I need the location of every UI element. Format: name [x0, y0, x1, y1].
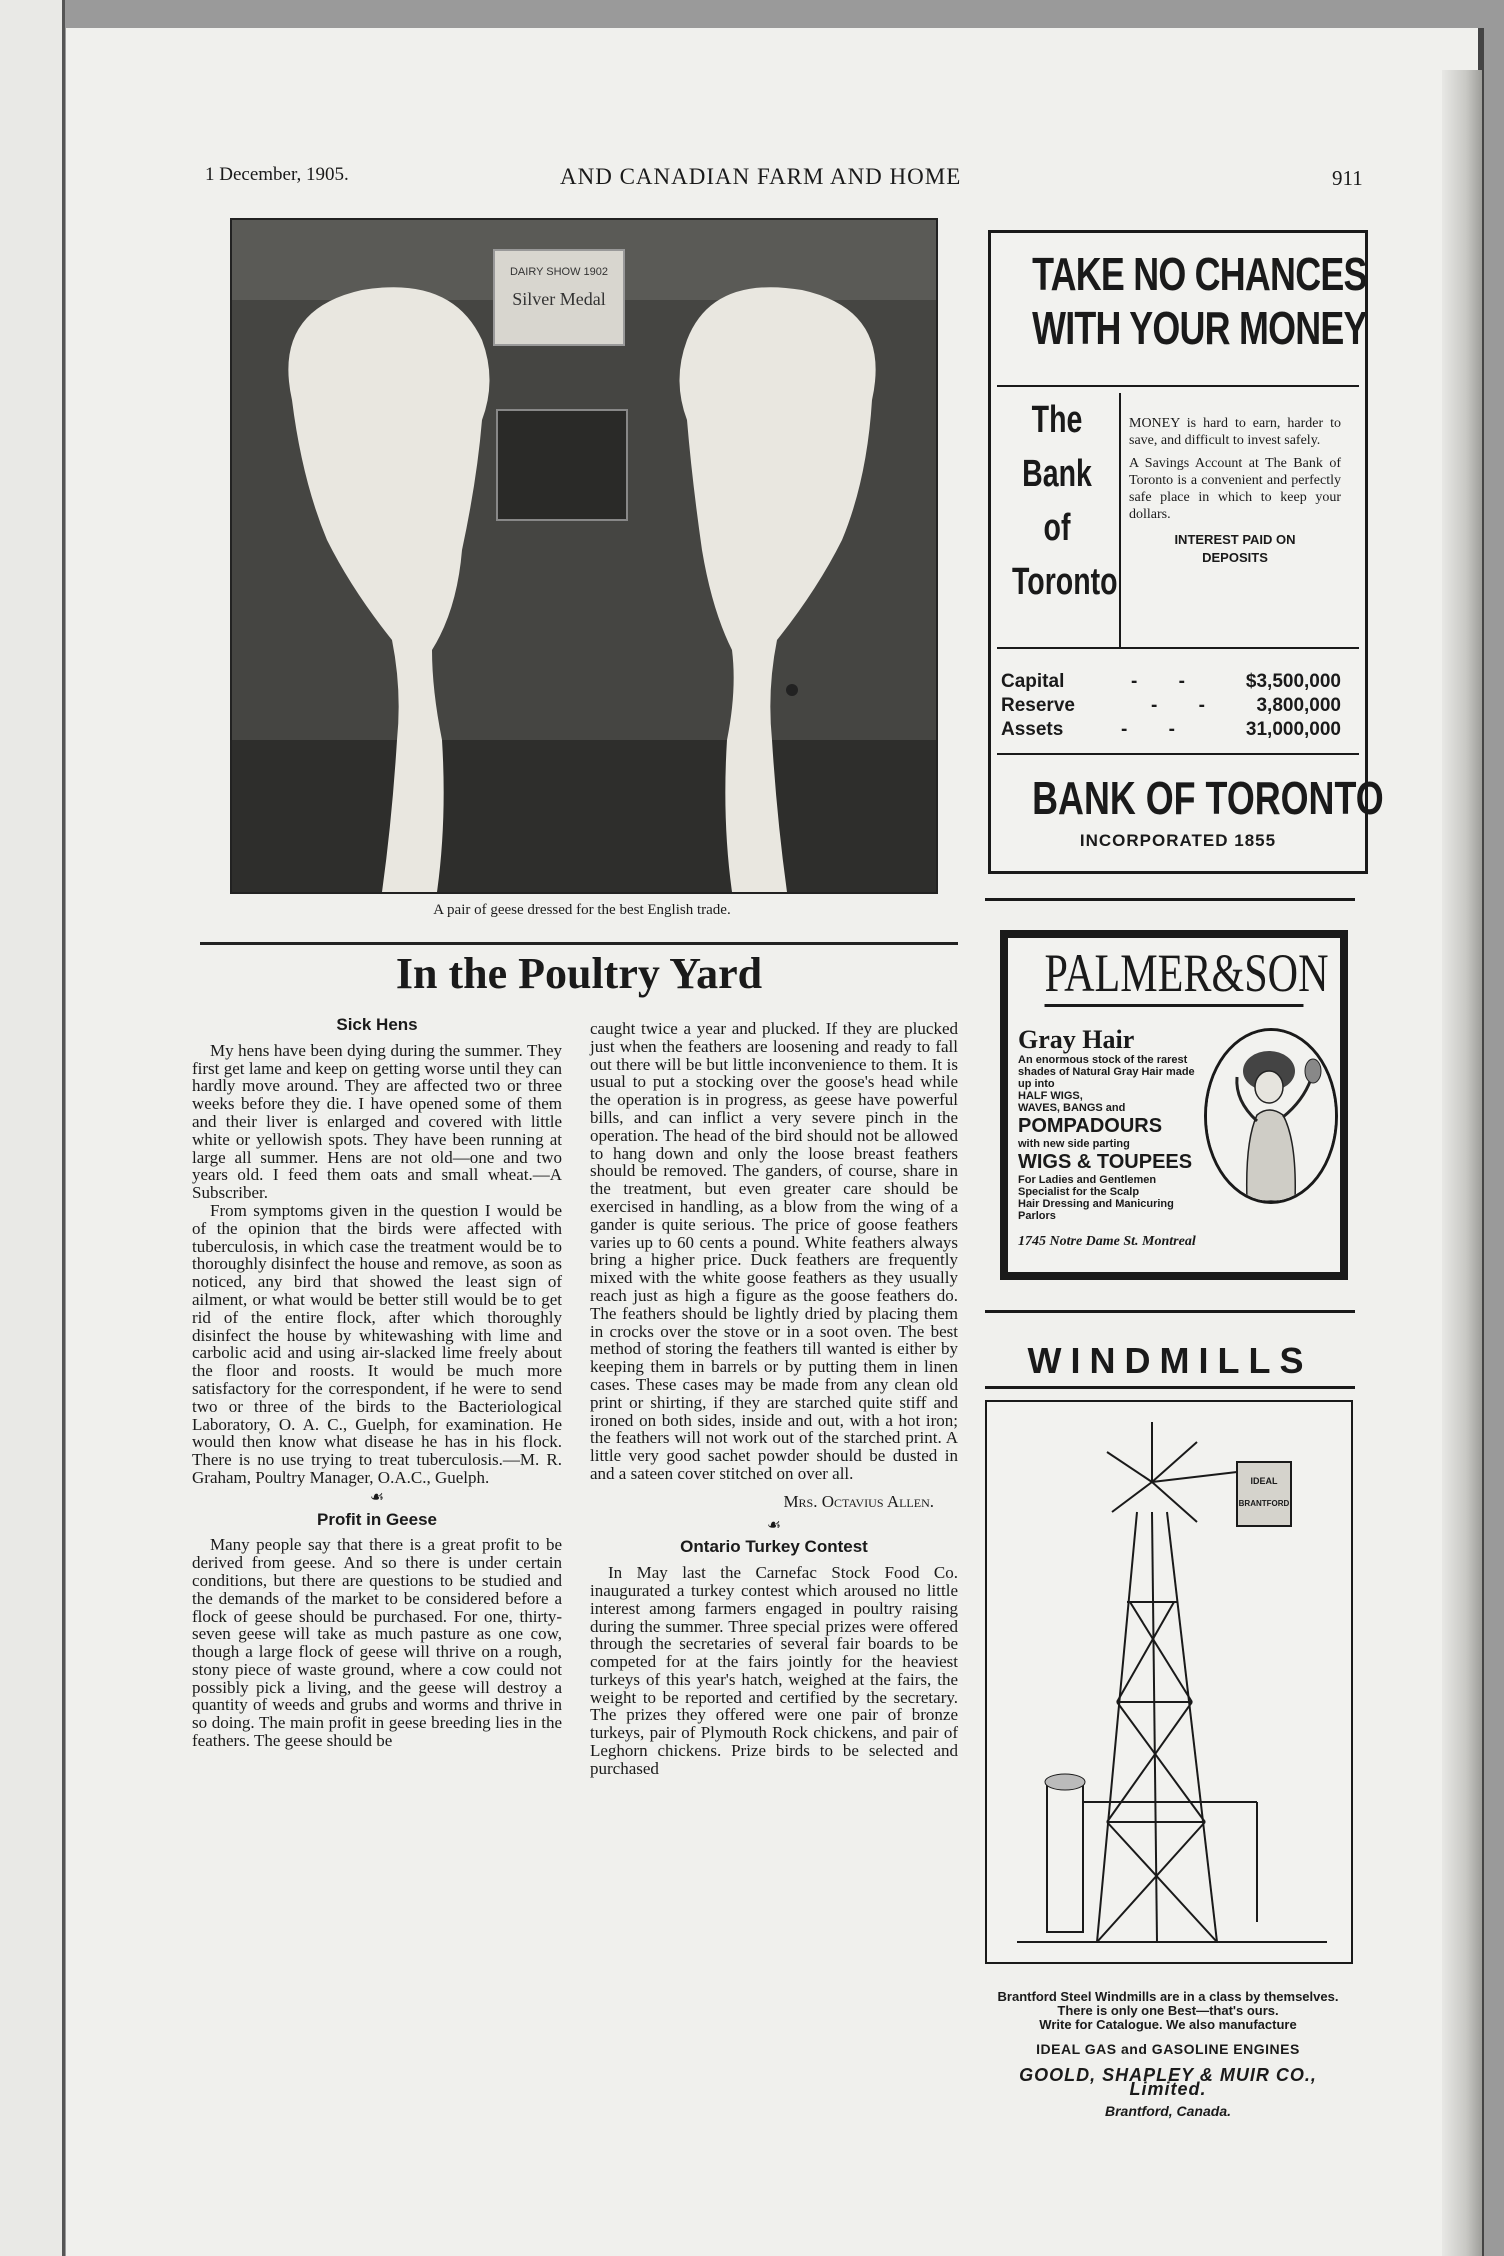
windmills-company: GOOLD, SHAPLEY & MUIR CO., Limited. — [1019, 2065, 1317, 2099]
windmill-icon — [987, 1402, 1351, 1962]
article-column-2 — [590, 1020, 958, 1778]
section-rule — [200, 942, 958, 945]
profit-in-geese-paragraph-1: Many people say that there is a great profit to be derived from geese. And so there is under certain conditions, but there are questions to be studied and the demands of the market to be considered before a flock of geese should be purchased. For one, thirty-seven geese will take as much pasture as one cow, though a large flock of geese will thrive on a rough, stony piece of waste ground, where a cow could not possibly pick a living, and the geese will destroy a quantity of weeds and grubs and worms and thrive in so doing. The main profit in geese breeding lies in the feathers. The geese should be — [192, 1535, 562, 1751]
bank-incorporated: INCORPORATED 1855 — [1079, 831, 1277, 850]
bank-headline-1: TAKE NO CHANCES — [1032, 248, 1367, 300]
palmer-pompadours: POMPADOURS — [1018, 1115, 1163, 1137]
page-number: 911 — [1332, 166, 1363, 190]
bank-of-toronto-ad — [988, 230, 1384, 874]
figure-value: 3,800,000 — [1256, 695, 1341, 716]
issue-date: 1 December, 1905. — [205, 164, 349, 185]
bank-figure-assets — [1001, 719, 1341, 743]
running-header — [0, 160, 1504, 200]
windmills-engines: IDEAL GAS and GASOLINE ENGINES — [1036, 2041, 1300, 2057]
vane-label-2: BRANTFORD — [1238, 1499, 1290, 1508]
article-title: In the Poultry Yard — [395, 949, 763, 998]
article-column-1 — [192, 1012, 562, 1750]
palmer-stock: An enormous stock of the rarest shades of Natural Gray Hair made up into — [1018, 1054, 1195, 1090]
bank-figure-reserve — [1001, 695, 1341, 719]
bank-interest-2: DEPOSITS — [1202, 550, 1268, 565]
woman-portrait-image — [1207, 1031, 1335, 1201]
publication-title: AND CANADIAN FARM AND HOME — [560, 164, 962, 189]
windmills-rule — [985, 1386, 1355, 1389]
show-label-line-1: DAIRY SHOW 1902 — [509, 266, 609, 278]
bank-copy-2: A Savings Account at The Bank of Toronto is a convenient and perfectly safe place in which to keep your dollars. — [1129, 456, 1341, 522]
bank-vertical-divider — [1119, 393, 1121, 647]
palmer-ladies: For Ladies and Gentlemen — [1018, 1174, 1157, 1186]
bank-headline-2: WITH YOUR MONEY — [1032, 302, 1367, 354]
ornament-icon: ☙ — [766, 1516, 782, 1534]
bank-divider — [997, 385, 1359, 387]
woman-portrait-icon — [1204, 1028, 1338, 1204]
windmills-copy — [980, 1990, 1356, 2118]
figure-label: Capital — [1001, 671, 1065, 692]
palmer-copy — [1018, 1026, 1208, 1222]
bank-left-2: Bank — [1022, 453, 1092, 495]
turkey-contest-paragraph: In May last the Carnefac Stock Food Co. inaugurated a turkey contest which aroused no little interest among farmers engaged in poultry raising during the summer. Three special prizes were offered through the secretaries of several fair boards to be competed for at the fairs jointly for the heaviest turkeys of this year's hatch, weighed at the fairs, the weight to be reported and certified by the secretary. The prizes they offered were one pair of bronze turkeys, pair of Plymouth Rock chickens, and pair of Leghorn chickens. Prize birds to be selected and purchased — [590, 1563, 958, 1778]
figure-value: 31,000,000 — [1245, 719, 1341, 740]
sick-hens-reply: From symptoms given in the question I would be of the opinion that the birds were affected with tuberculosis, in which case the treatment would be to thoroughly disinfect the house and remove, as soon as noticed, any bird that showed the least sign of ailment, or what would be better still would be to get rid of the entire flock, after which thoroughly disinfect the house by whitewashing with lime and carbolic acid and using air-slacked lime freely about the floor and roosts. It would be much more satisfactory for the correspondent, if he were to send two or three of the birds to the Bacteriological Laboratory, O. A. C., Guelph, for examination. He would then know what disease he has in his flock. There is no use trying to treat tuberculosis.—M. R. Graham, Poultry Manager, O.A.C., Guelph. — [192, 1200, 562, 1487]
bank-copy-1: MONEY is hard to earn, harder to save, and difficult to invest safely. — [1129, 416, 1341, 448]
sick-hens-letter: My hens have been dying during the summer. They first get lame and keep on getting worse until they can hardly move around. They are affected two or three weeks before they die. I have opened some of them and their liver is enlarged and covered with little white or yellowish spots. They have been running at large all summer. Hens are not old—one and two years old. I feed them oats and small wheat.—A Subscriber. — [192, 1040, 562, 1203]
bank-figure-capital — [1001, 671, 1341, 695]
article-signature: Mrs. Octavius Allen. — [783, 1491, 934, 1511]
geese-photo — [230, 218, 938, 894]
figure-label: Reserve — [1001, 695, 1075, 716]
page-stack-edge — [1442, 70, 1482, 2256]
windmills-copy-1: Brantford Steel Windmills are in a class by themselves. There is only one Best—that's ours. — [997, 1989, 1339, 2018]
bank-divider — [997, 647, 1359, 649]
palmer-title: PALMER&SON — [1045, 942, 1304, 1007]
windmills-city: Brantford, Canada. — [1104, 2103, 1231, 2119]
bank-left-4: Toronto — [1012, 561, 1118, 603]
figure-label: Assets — [1001, 719, 1064, 740]
figure-dashes: - - — [1151, 695, 1223, 716]
profit-in-geese-heading: Profit in Geese — [317, 1509, 437, 1529]
windmills-title: WINDMILLS — [1027, 1340, 1313, 1381]
figure-dashes: - - — [1131, 671, 1203, 692]
ad-divider — [985, 898, 1355, 901]
sick-hens-heading: Sick Hens — [336, 1015, 418, 1034]
windmills-copy-2: Write for Catalogue. We also manufacture — [1039, 2017, 1297, 2032]
bank-interest-1: INTEREST PAID ON — [1174, 532, 1296, 547]
bank-copy — [1129, 415, 1341, 567]
figure-value: $3,500,000 — [1245, 671, 1341, 692]
palmer-wigs: WIGS & TOUPEES — [1018, 1151, 1193, 1173]
figure-dashes: - - — [1121, 719, 1193, 740]
bank-name: BANK OF TORONTO — [1032, 772, 1384, 824]
palmer-ad-body — [1008, 938, 1340, 1272]
vane-label-1: IDEAL — [1250, 1476, 1278, 1486]
windmill-illustration — [985, 1400, 1353, 1964]
geese-image — [232, 220, 936, 892]
palmer-waves: WAVES, BANGS and — [1018, 1102, 1126, 1114]
previous-page-edge — [0, 0, 65, 2256]
photo-caption: A pair of geese dressed for the best English trade. — [433, 902, 731, 918]
ornament-icon: ☙ — [369, 1488, 385, 1506]
bank-left-3: of — [1043, 507, 1071, 549]
palmer-parting: with new side parting — [1018, 1138, 1130, 1150]
palmer-address: 1745 Notre Dame St. Montreal — [1018, 1234, 1196, 1249]
bank-name-stack — [1012, 393, 1118, 609]
turkey-contest-heading: Ontario Turkey Contest — [680, 1537, 868, 1557]
palmer-gray-hair: Gray Hair — [1018, 1025, 1135, 1054]
show-label-line-2: Silver Medal — [512, 289, 606, 309]
palmer-and-son-ad — [1000, 930, 1348, 1280]
ad-divider — [985, 1310, 1355, 1313]
bank-left-1: The — [1031, 399, 1083, 441]
bank-divider — [997, 753, 1359, 755]
palmer-half-wigs: HALF WIGS, — [1018, 1090, 1083, 1102]
palmer-specialist: Specialist for the Scalp — [1018, 1186, 1140, 1198]
palmer-parlors: Hair Dressing and Manicuring Parlors — [1018, 1198, 1174, 1222]
profit-in-geese-paragraph-2: caught twice a year and plucked. If they are plucked just when the feathers are loosening and ready to fall out there will be but little inconvenience to them. It is usual to put a stocking over the goose's head while the operation is in progress, as geese have powerful bills, and can inflict a very severe pinch in the operation. The head of the bird should not be allowed to hang down and only the loose breast feathers should be removed. The ganders, of course, share in the treatment, but even greater care should be exercised in handling, as a blow from the wing of a gander is quite serious. The price of goose feathers varies up to 60 cents a pound. White feathers always bring a higher price. Duck feathers are frequently mixed with the white goose feathers as they usually reach just as high a figure as the goose feathers do. The feathers should be lightly dried by placing them in crocks over the stove or in a soot oven. The best method of storing the feathers till wanted is either by keeping them in barrels or by putting them in linen cases. These cases may be made from any clean old print or shirting, if they are starched quite stiff and ironed on both sides, inside and out, with a hot iron; the feathers will not work out of the starched print. A little very good sachet powder should be dusted in and a sateen cover stitched on over all. — [590, 1019, 958, 1483]
